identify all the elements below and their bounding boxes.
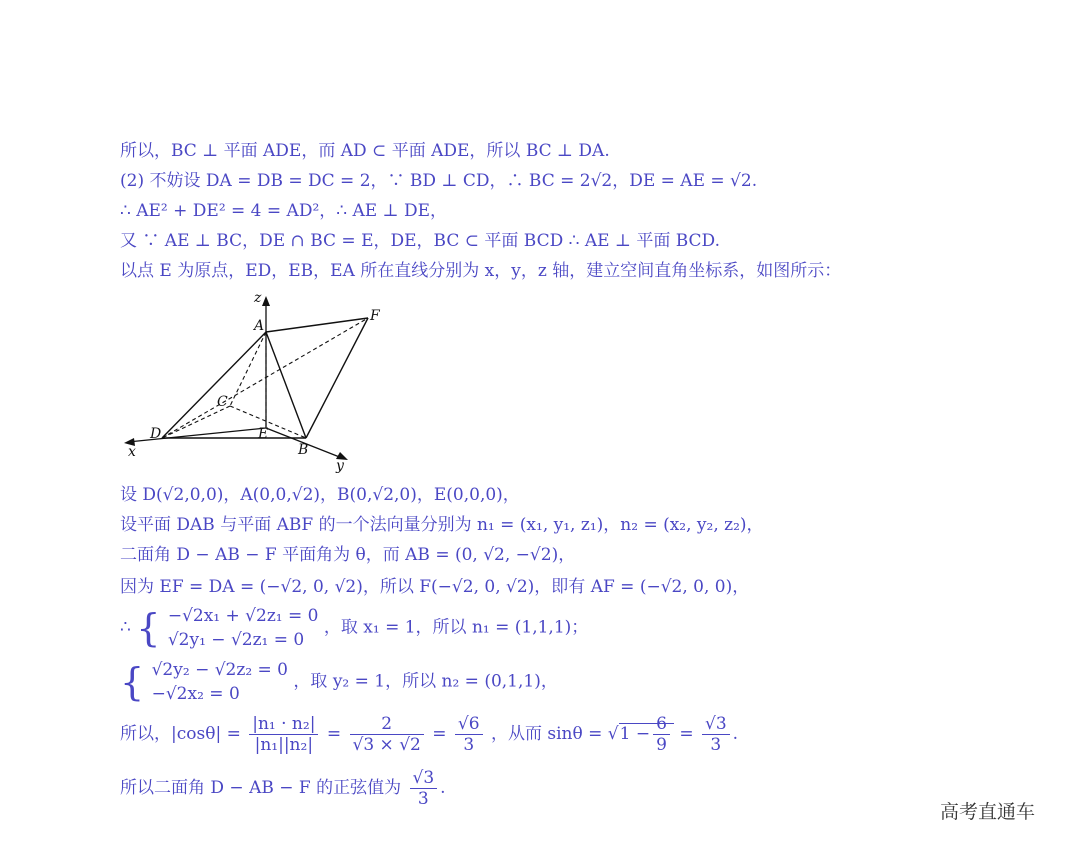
watermark: 高考直通车 bbox=[940, 801, 1036, 823]
label-y: y bbox=[336, 458, 344, 474]
line-3: ∴ AE² + DE² = 4 = AD²，∴ AE ⊥ DE， bbox=[120, 201, 448, 221]
sqrt-one: 1 − bbox=[619, 724, 651, 744]
edge-AD bbox=[162, 332, 266, 438]
fraction-4-den: 9 bbox=[656, 735, 667, 755]
edge-AB bbox=[266, 332, 306, 438]
label-F: F bbox=[370, 308, 380, 324]
fraction-5 bbox=[702, 714, 730, 755]
line-5: 以点 E 为原点，ED，EB，EA 所在直线分别为 x，y，z 轴，建立空间直角坐标系，如图所示： bbox=[120, 261, 842, 281]
edge-AF bbox=[266, 318, 368, 332]
cos-line: 所以，|cosθ| = $\frac{\text{|n₁ · n₂|}}{\text{|n₁||n₂|}}$ = $\frac{2}{√3 \times √2}$ = $\frac{√6}{3}$ ，从而 sinθ = √1 − $\frac{6}{9}$ = $\frac{√3}{3}$ . bbox=[120, 714, 739, 755]
x-axis bbox=[128, 426, 269, 442]
fraction-4 bbox=[653, 714, 670, 755]
line-4: 又 ∵ AE ⊥ BC，DE ∩ BC = E，DE，BC ⊂ 平面 BCD ∴ AE ⊥ 平面 BCD. bbox=[120, 231, 720, 251]
fraction-3 bbox=[455, 714, 483, 755]
line-1: 所以，BC ⊥ 平面 ADE，而 AD ⊂ 平面 ADE，所以 BC ⊥ DA. bbox=[120, 141, 610, 161]
system-1-rows bbox=[168, 604, 319, 652]
label-z: z bbox=[254, 290, 262, 306]
label-B: B bbox=[298, 442, 309, 458]
line-8: 二面角 D − AB − F 平面角为 θ，而 AB = (0, √2, −√2)， bbox=[120, 545, 576, 565]
fraction-3-num: √6 bbox=[455, 714, 483, 735]
brace-1: { bbox=[136, 606, 161, 650]
fraction-3-den: 3 bbox=[463, 735, 475, 755]
system-2-row-1: √2y₂ − √2z₂ = 0 bbox=[151, 660, 289, 680]
fraction-6-den: 3 bbox=[417, 789, 429, 809]
label-x: x bbox=[128, 444, 136, 460]
fraction-4-num: 6 bbox=[653, 714, 670, 735]
fraction-2-den: √3 × √2 bbox=[352, 735, 421, 755]
fraction-2 bbox=[350, 714, 424, 755]
system-1-row-1: −√2x₁ + √2z₁ = 0 bbox=[167, 606, 319, 626]
system-2 bbox=[120, 658, 558, 706]
sqrt-expression: √1 − $\frac{6}{9}$ bbox=[608, 714, 674, 755]
cos-prefix: 所以，|cosθ| = bbox=[120, 724, 241, 744]
system-2-rows bbox=[152, 658, 288, 706]
z-arrow bbox=[262, 296, 270, 306]
system-1-row-2: √2y₁ − √2z₁ = 0 bbox=[167, 630, 305, 650]
final-line: 所以二面角 D − AB − F 的正弦值为 $\frac{√3}{3}$ . bbox=[120, 768, 446, 809]
system-2-row-2: −√2x₂ = 0 bbox=[151, 684, 240, 704]
line-9: 因为 EF = DA = (−√2, 0, √2)，所以 F(−√2, 0, √2)，即有 AF = (−√2, 0, 0)， bbox=[120, 577, 750, 597]
fraction-1-num: |n₁ · n₂| bbox=[249, 714, 318, 735]
coordinate-figure bbox=[120, 288, 390, 478]
system-1 bbox=[120, 604, 588, 652]
therefore-sign: ∴ bbox=[120, 617, 131, 638]
label-C: C bbox=[217, 394, 228, 410]
label-D: D bbox=[150, 426, 162, 442]
label-E: E bbox=[258, 426, 269, 442]
label-A: A bbox=[254, 318, 265, 334]
system-1-tail: ，取 x₁ = 1，所以 n₁ = (1,1,1)； bbox=[323, 617, 589, 638]
fraction-6-num: √3 bbox=[410, 768, 438, 789]
line-7: 设平面 DAB 与平面 ABF 的一个法向量分别为 n₁ = (x₁, y₁, z₁)，n₂ = (x₂, y₂, z₂)， bbox=[120, 515, 764, 535]
line-6: 设 D(√2,0,0)，A(0,0,√2)，B(0,√2,0)，E(0,0,0)， bbox=[120, 485, 520, 505]
fraction-5-den: 3 bbox=[710, 735, 722, 755]
system-2-tail: ，取 y₂ = 1，所以 n₂ = (0,1,1)， bbox=[293, 671, 558, 692]
fraction-1 bbox=[249, 714, 318, 755]
sin-mid: ，从而 sinθ = bbox=[490, 724, 603, 744]
edge-FB bbox=[306, 318, 368, 438]
final-prefix: 所以二面角 D − AB − F 的正弦值为 bbox=[120, 778, 402, 798]
brace-2: { bbox=[120, 660, 145, 704]
fraction-2-num: 2 bbox=[350, 714, 424, 735]
fraction-1-den: |n₁||n₂| bbox=[254, 735, 314, 755]
line-2: (2) 不妨设 DA = DB = DC = 2，∵ BD ⊥ CD，∴ BC = 2√2，DE = AE = √2. bbox=[120, 171, 758, 191]
fraction-6 bbox=[410, 768, 438, 809]
fraction-5-num: √3 bbox=[702, 714, 730, 735]
